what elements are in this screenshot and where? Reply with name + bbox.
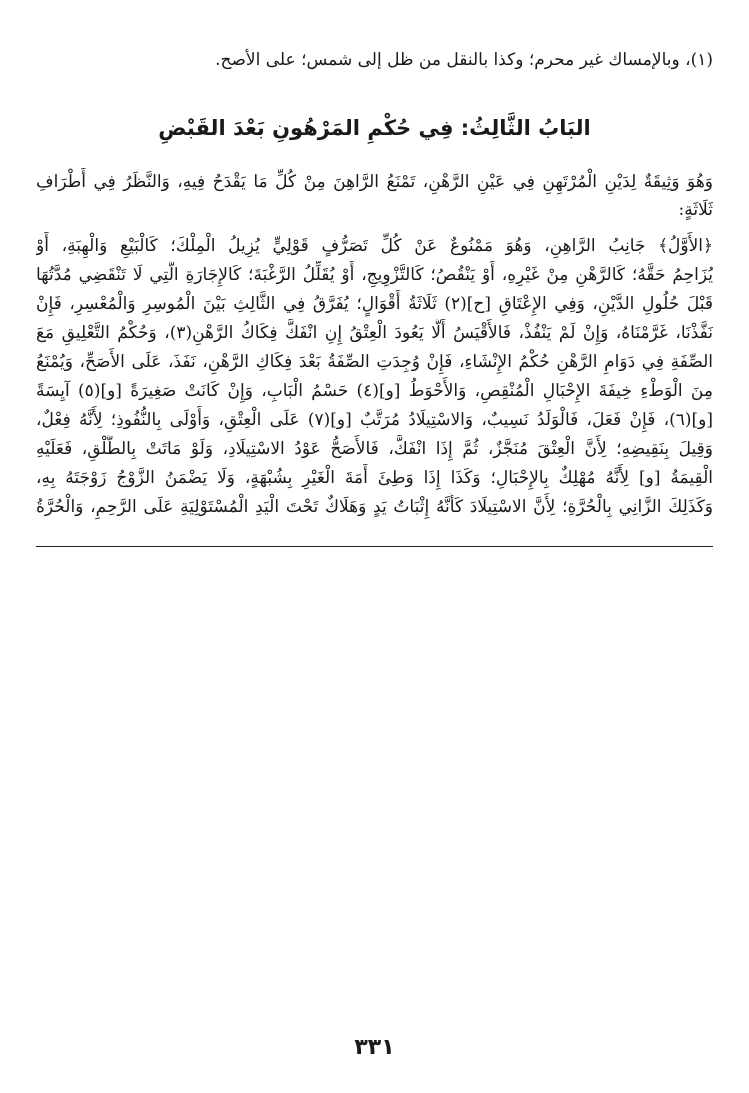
body-line: مِنَ الْوَطْءِ خِيفَةَ الإِحْبَالِ الْمُنْقِصِ، وَالأَحْوَطُ [و](٤) حَسْمُ الْبَابِ، وَإِنْ كَانَتْ صَغِيرَةً [و](٥) آيِسَةً: [36, 381, 713, 401]
body-line: [و](٦)، فَإِنْ فَعَلَ، فَالْوَلَدُ نَسِيبٌ، وَالاسْتِيلَادُ مُرَتَّبٌ [و](٧) عَلَى الْعِتْقِ، وَأَوْلَى بِالنُّفُوذِ؛ لِأَنَّهُ فِعْلٌ،: [36, 410, 713, 430]
body-line: الْقِيمَةُ [و] لِأَنَّهُ مُهْلِكٌ بِالإِحْبَالِ؛ وَكَذَا إِذَا وَطِئَ أَمَةَ الْغَيْرِ بِشُبْهَةٍ، وَلَا يَضْمَنُ الزَّوْجُ زَوْجَتَهُ بِهِ،: [36, 468, 713, 488]
body-line: ﴿الأَوَّلُ﴾ جَانِبُ الرَّاهِنِ، وَهُوَ مَمْنُوعٌ عَنْ كُلِّ تَصَرُّفٍ قَوْلِيٍّ يُزِيلُ الْمِلْكَ؛ كَالْبَيْعِ وَالْهِبَةِ، أَوْ: [36, 236, 713, 256]
body-line: الصِّفَةِ فِي دَوَامِ الرَّهْنِ حُكْمُ الإِنْشَاءِ، فَإِنْ وُجِدَتِ الصِّفَةُ بَعْدَ فِكَاكِ الرَّهْنِ، نَفَذَ، عَلَى الأَصَحِّ، وَيُمْنَعُ: [36, 352, 713, 372]
body-line: وَقِيلَ بِنَقِيضِهِ؛ لِأَنَّ الْعِتْقَ مُنَجَّزٌ، ثُمَّ إِذَا انْفَكَّ، فَالأَصَحُّ عَوْدُ الاسْتِيلَادِ، وَلَوْ مَاتَتْ بِالطَّلْقِ، فَعَلَيْهِ: [36, 439, 713, 459]
body-line: قَبْلَ حُلُولِ الدَّيْنِ، وَفِي الإِعْتَاقِ [ح](٢) ثَلَاثَةُ أَقْوَالٍ؛ يُفَرَّقُ فِي الثَّالِثِ بَيْنَ الْمُوسِرِ وَالْمُعْسِرِ، فَإِنْ: [36, 294, 713, 314]
intro-line: ثَلَاثَةٍ:: [678, 200, 713, 220]
body-line: نَفَّذْنَا، غَرَّمْنَاهُ، وَإِنْ لَمْ يَنْفُذْ، فَالأَقْيَسُ أَلَّا يَعُودَ الْعِتْقُ إِنِ انْفَكَّ فِكَاكُ الرَّهْنِ(٣)، وَحُكْمُ التَّعْلِيقِ مَعَ: [36, 323, 713, 343]
intro-line: وَهُوَ وَثِيقَةٌ لِدَيْنِ الْمُرْتَهِنِ فِي عَيْنِ الرَّهْنِ، تَمْنَعُ الرَّاهِنَ مِنْ كُلِّ مَا يَقْدَحُ فِيهِ، وَالنَّظَرُ فِي أَطْرَافِ: [36, 172, 713, 192]
page-number: ٣٣١: [354, 1035, 395, 1060]
body-line: يُزَاحِمُ حَقَّهُ؛ كَالرَّهْنِ مِنْ غَيْرِهِ، أَوْ يَنْقُصُ؛ كَالتَّزْوِيجِ، أَوْ يُقَلِّلُ الرَّغْبَةَ؛ كَالإِجَارَةِ الَّتِي لَا تَنْقَضِي مُدَّتُهَا: [36, 265, 713, 285]
chapter-heading: البَابُ الثَّالِثُ: فِي حُكْمِ المَرْهُونِ بَعْدَ القَبْضِ: [158, 116, 591, 140]
footnote-separator: [36, 546, 713, 547]
body-line: وَكَذَلِكَ الزَّانِي بِالْحُرَّةِ؛ لِأَنَّ الاسْتِيلَادَ كَأَنَّهُ إِثْبَاتُ يَدٍ وَهَلَاكٌ تَحْتَ الْيَدِ الْمُسْتَوْلِيَةِ عَلَى الرَّحِمِ، وَالْحُرَّةُ: [36, 497, 713, 517]
continuation-line: (١)، وبالإمساك غير محرم؛ وكذا بالنقل من ظل إلى شمس؛ على الأصح.: [215, 50, 713, 70]
